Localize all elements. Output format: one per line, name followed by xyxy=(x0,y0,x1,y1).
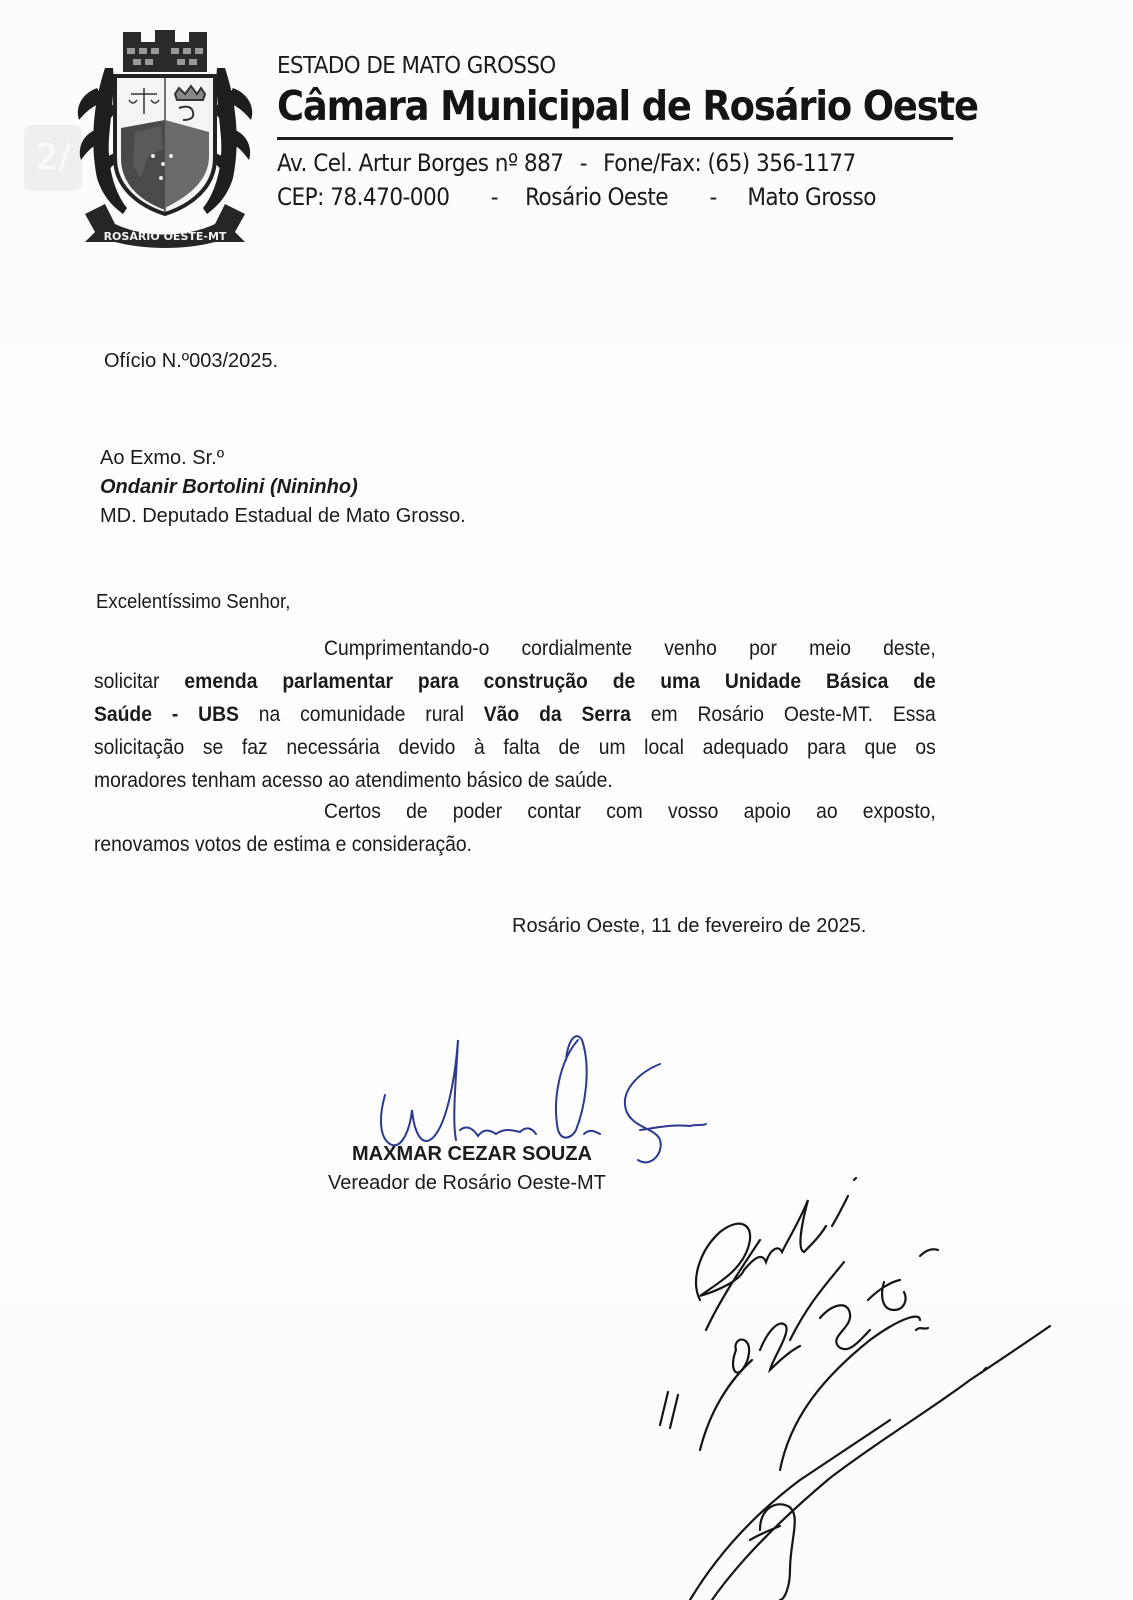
recipient-salutation: Ao Exmo. Sr.º xyxy=(100,447,225,469)
recipient-name: Ondanir Bortolini (Nininho) xyxy=(100,476,358,498)
paragraph-line xyxy=(94,632,936,665)
header-institution: Câmara Municipal de Rosário Oeste xyxy=(277,82,978,130)
letter-greeting: Excelentíssimo Senhor, xyxy=(96,591,291,613)
header-state: ESTADO DE MATO GROSSO xyxy=(277,53,556,79)
paragraph-line: solicitação se faz necessária devido à falta de um local adequado para que os xyxy=(94,736,936,759)
header-divider xyxy=(277,137,953,140)
coat-of-arms-emblem xyxy=(75,28,255,248)
paragraph-text: na comunidade rural xyxy=(238,703,484,726)
paragraph-line xyxy=(94,795,936,828)
crown-battlements xyxy=(123,30,207,72)
paragraph-text: em Rosário Oeste-MT. Essa xyxy=(630,703,936,726)
recipient-title: MD. Deputado Estadual de Mato Grosso. xyxy=(100,505,466,527)
separator: - xyxy=(579,149,587,177)
paragraph-line: renovamos votos de estima e consideração. xyxy=(94,833,473,856)
paragraph-line xyxy=(94,698,936,731)
paragraph-line: moradores tenham acesso ao atendimento básico de saúde. xyxy=(94,769,613,792)
page-badge: 2/ xyxy=(24,125,82,191)
paragraph-text: Certos de poder contar com vosso apoio ao exposto, xyxy=(324,800,936,823)
emblem-ribbon-text: ROSÁRIO OESTE-MT xyxy=(103,230,227,243)
letter-paragraph-1 xyxy=(94,632,936,797)
letter-paragraph-2 xyxy=(94,795,936,861)
header-state-name: Mato Grosso xyxy=(747,183,876,211)
place-and-date: Rosário Oeste, 11 de fevereiro de 2025. xyxy=(512,915,867,937)
header-phone: Fone/Fax: (65) 356-1177 xyxy=(603,149,856,177)
paragraph-line xyxy=(94,665,936,698)
paragraph-emphasis: emenda parlamentar para construção de uma Unidade Básica de xyxy=(184,670,936,693)
header-address-line xyxy=(277,149,856,177)
separator: - xyxy=(709,183,717,211)
paragraph-emphasis: Vão da Serra xyxy=(483,703,631,726)
paragraph-text: solicitar xyxy=(94,670,185,693)
header-cep-line xyxy=(277,183,876,211)
paragraph-emphasis: Saúde - UBS xyxy=(94,703,239,726)
separator: - xyxy=(490,183,499,211)
letter-reference: Ofício N.º003/2025. xyxy=(104,350,279,372)
signatory-role: Vereador de Rosário Oeste-MT xyxy=(328,1172,606,1194)
header-cep: CEP: 78.470-000 xyxy=(277,183,450,211)
header-city: Rosário Oeste xyxy=(525,183,669,211)
signatory-name: MAXMAR CEZAR SOUZA xyxy=(352,1143,592,1165)
paragraph-text: Cumprimentando-o cordialmente venho por meio deste, xyxy=(324,637,936,660)
header-address: Av. Cel. Artur Borges nº 887 xyxy=(277,149,564,177)
